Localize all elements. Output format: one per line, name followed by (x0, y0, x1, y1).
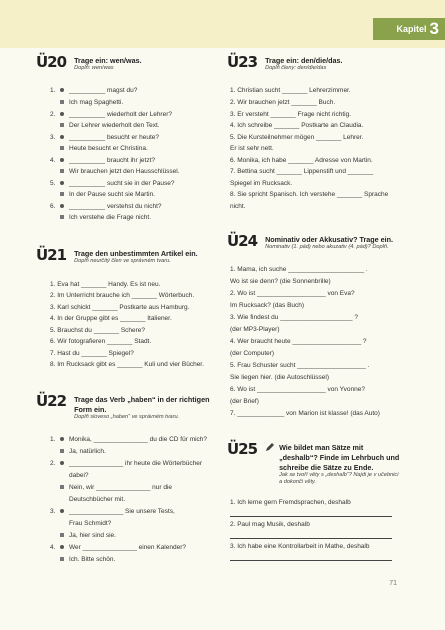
exercise-25 (227, 442, 399, 486)
list-item: dabei? (69, 472, 89, 479)
list-item: 5. Die Kursteilnehmer mögen _______ Lehrer. (230, 134, 364, 141)
bullet-icon (60, 509, 64, 513)
exercise-title-line-3: schreibe die Sätze zu Ende. (279, 463, 374, 472)
exercise-number: Ü23 (227, 53, 258, 71)
list-item: (der Brief) (230, 398, 259, 405)
list-item: 3. _______________ Sie unsere Tests, (50, 508, 175, 515)
list-item: 7. Hast du _______ Spiegel? (50, 350, 134, 357)
list-item: Sie liegen hier. (die Autoschlüssel) (230, 374, 330, 381)
exercise-title: Nominativ oder Akkusativ? Trage ein. (265, 235, 394, 244)
list-item: In der Pause sucht sie Martin. (60, 191, 155, 199)
list-item: 3. Karl schickt _______ Postkarte aus Hamburg. (50, 304, 190, 311)
list-item: Wir brauchen jetzt den Hausschlüssel. (60, 168, 180, 176)
list-item: (der MP3-Player) (230, 326, 280, 333)
list-item: Ja, hier sind sie. (60, 532, 116, 540)
list-item: 4. Ich schreibe _______ Postkarte an Claudia. (230, 122, 364, 129)
list-item: 1. Monika, _______________ du die CD für mich? (50, 436, 208, 443)
list-item: nicht. (230, 203, 246, 210)
list-item: 2. __________ wiederholt der Lehrer? (50, 111, 172, 118)
list-item: 5. Frau Schuster sucht ___________________ . (230, 362, 370, 369)
list-item: 1. Mama, ich suche _____________________ . (230, 266, 368, 273)
list-item: Der Lehrer wiederholt den Text. (60, 122, 160, 130)
list-item: 6. Wo ist ___________________ von Yvonne? (230, 386, 365, 393)
square-bullet-icon (60, 169, 64, 173)
list-item: 4. In der Gruppe gibt es _______ Italiener. (50, 315, 172, 322)
square-bullet-icon (60, 123, 64, 127)
list-item: Spiegel im Rucksack. (230, 180, 293, 187)
list-item: 8. Sie spricht Spanisch. Ich verstehe _______ Sprache (230, 191, 389, 198)
exercise-title: Wie bildet man Sätze mit (279, 443, 364, 452)
square-bullet-icon (60, 485, 64, 489)
list-item: 8. Im Rucksack gibt es _______ Kuli und vier Bücher. (50, 361, 204, 368)
bullet-icon (60, 437, 64, 441)
list-item: 3. Wie findest du ____________________ ? (230, 314, 358, 321)
bullet-icon (60, 204, 64, 208)
square-bullet-icon (60, 146, 64, 150)
list-item: 1. __________ magst du? (50, 87, 138, 94)
list-item: Heute besucht er Christina. (60, 145, 148, 153)
list-item: Ich mag Spaghetti. (60, 99, 123, 107)
list-item: 7. Bettina sucht _______ Lippenstift und _______ (230, 168, 374, 175)
list-item: 2. Wo ist ___________________ von Eva? (230, 290, 355, 297)
square-bullet-icon (60, 100, 64, 104)
exercise-23 (227, 55, 343, 72)
list-item: 1. Eva hat _______ Handy. Es ist neu. (50, 281, 161, 288)
square-bullet-icon (60, 557, 64, 561)
exercise-24 (227, 234, 393, 251)
exercise-number: Ü25 (227, 440, 258, 458)
exercise-title-line-2: „deshalb“? Finde im Lehrbuch und (279, 453, 400, 462)
list-item: 1. Ich lerne gern Fremdsprachen, deshalb (230, 499, 351, 506)
answer-line[interactable] (230, 516, 392, 517)
list-item: 6. Wir fotografieren _______ Stadt. (50, 338, 152, 345)
list-item: 2. Paul mag Musik, deshalb (230, 521, 310, 528)
list-item: Im Rucksack? (das Buch) (230, 302, 305, 309)
page-number: 71 (389, 580, 397, 587)
list-item: Er ist sehr nett. (230, 145, 274, 152)
list-item: 4. __________ braucht ihr jetzt? (50, 157, 156, 164)
exercise-title-line-2: Form ein. (74, 405, 107, 414)
exercise-number: Ü22 (36, 392, 67, 410)
answer-line[interactable] (230, 560, 392, 561)
exercise-title: Trage den unbestimmten Artikel ein. (74, 249, 198, 258)
square-bullet-icon (60, 533, 64, 537)
square-bullet-icon (60, 215, 64, 219)
list-item: 4. Wer _______________ einen Kalender? (50, 544, 186, 551)
exercise-subtitle-line-2: a dokonči věty. (279, 479, 316, 485)
list-item: Deutschbücher mit. (69, 496, 125, 503)
exercise-number: Ü21 (36, 246, 67, 264)
exercise-subtitle: Doplň: wen/was (74, 65, 114, 71)
exercise-subtitle: Doplň členy: den/die/das (265, 65, 327, 71)
list-item: 3. Er versteht _______ Frage nicht richtig. (230, 111, 352, 118)
list-item: 3. Ich habe eine Kontrollarbeit in Mathe, deshalb (230, 543, 370, 550)
exercise-number: Ü24 (227, 232, 258, 250)
exercise-21 (36, 248, 198, 265)
list-item: 7. _____________ von Marion ist klasse! (das Auto) (230, 410, 380, 417)
chapter-number: 3 (429, 19, 439, 38)
list-item: Ich verstehe die Frage nicht. (60, 214, 151, 222)
list-item: 6. __________ verstehst du nicht? (50, 203, 162, 210)
exercise-22 (36, 394, 209, 421)
square-bullet-icon (60, 192, 64, 196)
bullet-icon (60, 135, 64, 139)
bullet-icon (60, 181, 64, 185)
list-item: Nein, wir _______________ nur die (60, 484, 172, 492)
exercise-number: Ü20 (36, 53, 67, 71)
bullet-icon (60, 461, 64, 465)
list-item: Frau Schmidt? (69, 520, 112, 527)
exercise-subtitle: Nominativ (1. pád) nebo akuzativ (4. pád)? Doplň. (265, 244, 389, 250)
bullet-icon (60, 112, 64, 116)
chapter-tab (373, 18, 445, 40)
list-item: 4. Wer braucht heute ___________________ ? (230, 338, 367, 345)
list-item: 2. _______________ ihr heute die Wörterbücher (50, 460, 202, 467)
list-item: 5. Brauchst du _______ Schere? (50, 327, 146, 334)
exercise-title: Trage ein: wen/was. (74, 56, 142, 65)
exercise-subtitle: Doplň sloveso „haben“ ve správném tvaru. (74, 414, 180, 420)
list-item: Ich. Bitte schön. (60, 556, 115, 564)
square-bullet-icon (60, 449, 64, 453)
answer-line[interactable] (230, 538, 392, 539)
list-item: 2. Im Unterricht brauche ich _______ Wörterbuch. (50, 292, 195, 299)
pencil-icon (265, 442, 275, 452)
list-item: 1. Christian sucht _______ Lehrerzimmer. (230, 87, 351, 94)
exercise-title: Trage das Verb „haben“ in der richtigen (74, 395, 210, 404)
exercise-subtitle: Jak se tvoří věty s „deshalb“? Najdi je v učebnici (279, 472, 399, 478)
chapter-label: Kapitel (396, 24, 427, 34)
exercise-20 (36, 55, 142, 72)
exercise-title: Trage ein: den/die/das. (265, 56, 343, 65)
bullet-icon (60, 158, 64, 162)
list-item: 6. Monika, ich habe _______ Adresse von Martin. (230, 157, 373, 164)
list-item: 3. __________ besucht er heute? (50, 134, 159, 141)
bullet-icon (60, 545, 64, 549)
list-item: Ja, natürlich. (60, 448, 106, 456)
list-item: 5. __________ sucht sie in der Pause? (50, 180, 175, 187)
list-item: (der Computer) (230, 350, 275, 357)
list-item: 2. Wir brauchen jetzt _______ Buch. (230, 99, 336, 106)
list-item: Wo ist sie denn? (die Sonnenbrille) (230, 278, 331, 285)
exercise-subtitle: Doplň neurčitý člen ve správném tvaru. (74, 258, 171, 264)
bullet-icon (60, 88, 64, 92)
